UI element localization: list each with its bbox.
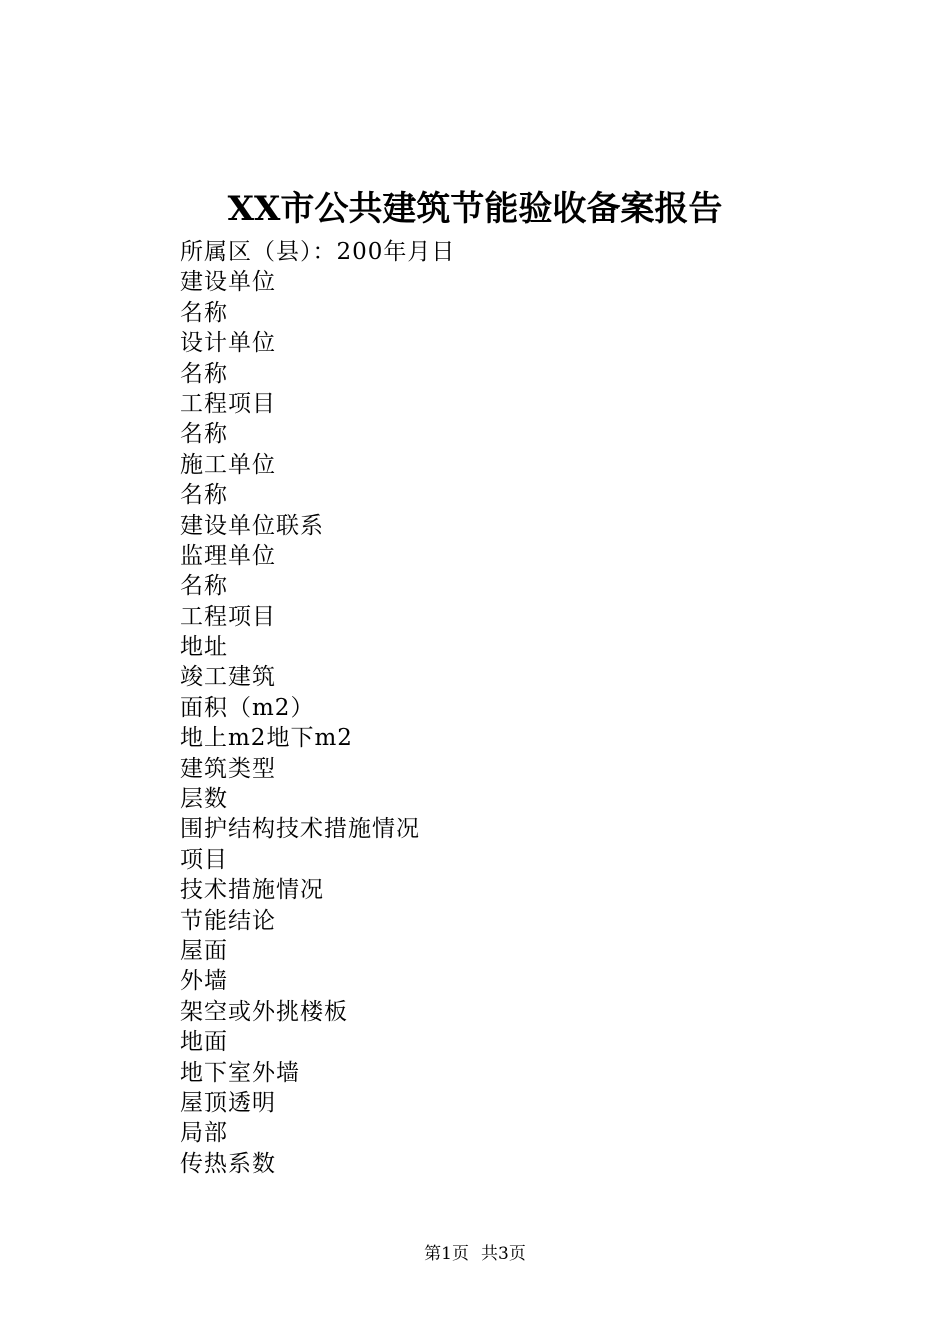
body-line: 节能结论 <box>180 907 276 934</box>
body-line: 监理单位 <box>180 542 276 569</box>
body-line: 竣工建筑 <box>180 664 276 691</box>
page-footer <box>0 1242 950 1266</box>
body-line: 建设单位联系 <box>180 512 324 539</box>
body-line: 工程项目 <box>180 603 276 630</box>
body-line: 围护结构技术措施情况 <box>180 816 420 843</box>
body-line: 建筑类型 <box>180 755 276 782</box>
body-line: 施工单位 <box>180 451 276 478</box>
body-line: 技术措施情况 <box>180 877 324 904</box>
body-line: 地址 <box>180 634 228 661</box>
page-total: 共3页 <box>481 1244 526 1264</box>
body-line: 名称 <box>180 421 228 448</box>
body-line: 所属区（县）：200年月日 <box>180 239 456 265</box>
body-line: 设计单位 <box>180 330 276 357</box>
body-line: 工程项目 <box>180 390 276 417</box>
body-line: 名称 <box>180 299 228 326</box>
document-body <box>180 237 455 1179</box>
body-line: 名称 <box>180 482 228 509</box>
body-line: 地上m2地下m2 <box>180 725 353 752</box>
page-number: 第1页 <box>424 1244 469 1264</box>
body-line: 架空或外挑楼板 <box>180 998 348 1025</box>
body-line: 屋面 <box>180 937 228 964</box>
body-line: 传热系数 <box>180 1150 276 1177</box>
document-title: XX市公共建筑节能验收备案报告 <box>227 189 723 229</box>
body-line: 局部 <box>180 1120 228 1147</box>
body-line: 外墙 <box>180 968 228 995</box>
body-line: 名称 <box>180 360 228 387</box>
body-line: 名称 <box>180 573 228 600</box>
body-line: 面积（m2） <box>180 694 315 721</box>
body-line: 地下室外墙 <box>180 1059 300 1086</box>
body-line: 地面 <box>180 1029 228 1056</box>
body-line: 屋顶透明 <box>180 1089 276 1116</box>
body-line: 项目 <box>180 846 228 873</box>
body-line: 层数 <box>180 786 228 813</box>
body-line: 建设单位 <box>180 269 276 296</box>
